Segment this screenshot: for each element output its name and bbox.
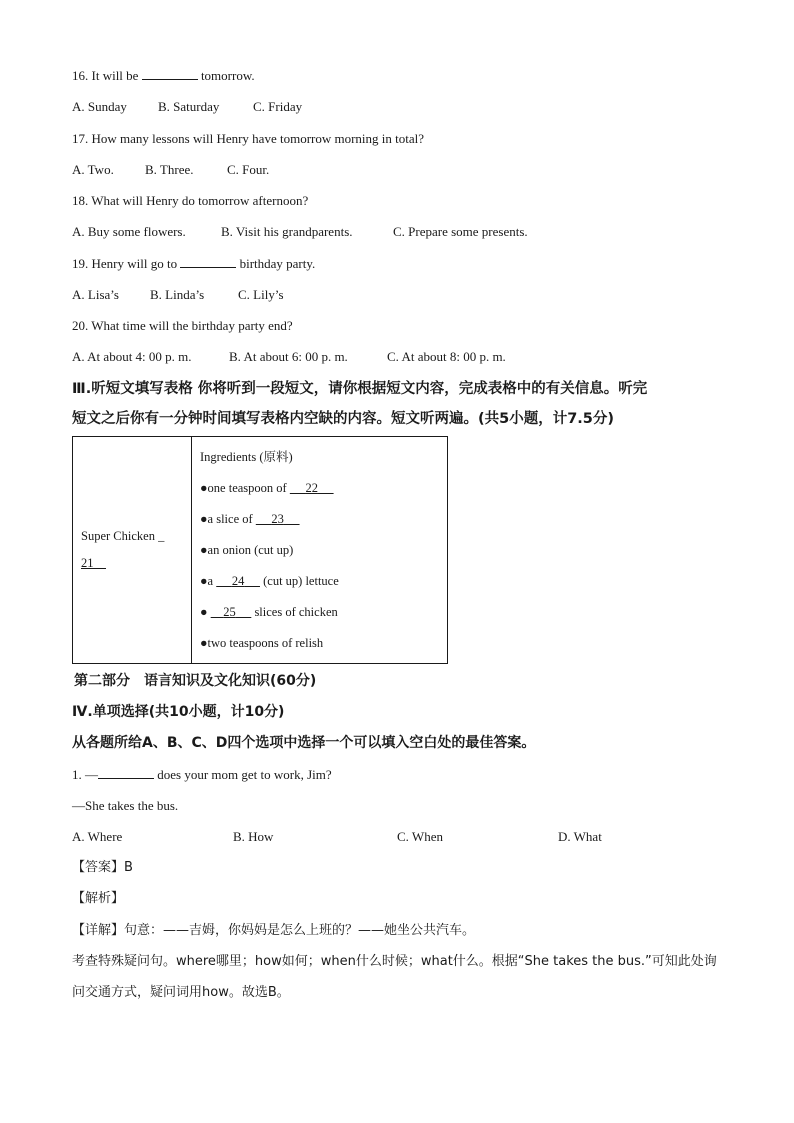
option-b: B. Three.: [145, 162, 194, 177]
blank-21: 21: [81, 556, 94, 570]
section-3-heading-line1: Ⅲ.听短文填写表格 你将听到一段短文，请你根据短文内容，完成表格中的有关信息。听完: [72, 381, 648, 397]
answer-blank: [142, 67, 198, 80]
dish-name-cell: Super Chicken _ 21: [73, 437, 192, 664]
option-d: D. What: [558, 829, 602, 844]
question-17-stem: 17. How many lessons will Henry have tomorrow morning in total?: [72, 131, 425, 146]
ingredient-row: ●two teaspoons of relish: [200, 635, 324, 650]
question-16-options: [72, 98, 302, 116]
option-b: B. Visit his grandparents.: [221, 224, 353, 239]
question-17-options: [72, 161, 269, 179]
option-c: C. At about 8: 00 p. m.: [387, 349, 506, 364]
blank-24: 24: [231, 573, 245, 588]
part-2-title: 第二部分 语言知识及文化知识(60分): [74, 673, 317, 689]
option-c: C. When: [397, 829, 443, 844]
option-c: C. Four.: [227, 162, 270, 177]
section-4-instruction: 从各题所给A、B、C、D四个选项中选择一个可以填入空白处的最佳答案。: [72, 735, 536, 751]
blank-23: 23: [271, 511, 284, 526]
ingredient-row: ●a slice of 23: [200, 504, 447, 535]
answer-blank: [98, 766, 154, 779]
question-19-options: [72, 286, 284, 304]
option-c: C. Friday: [253, 99, 303, 114]
ingredient-row: ●an onion (cut up): [200, 542, 294, 557]
detail-text: 【详解】句意：——吉姆，你妈妈是怎么上班的？——她坐公共汽车。: [72, 923, 476, 938]
question-1-options: [72, 828, 602, 846]
section-4-heading: Ⅳ.单项选择(共10小题，计10分): [72, 704, 285, 720]
question-16-stem: 16. It will be tomorrow.: [72, 68, 255, 83]
question-1-reply: —She takes the bus.: [72, 798, 179, 813]
recipe-table: [72, 436, 448, 664]
blank-22: 22: [305, 480, 318, 495]
option-a: A. Where: [72, 829, 123, 844]
option-a: A. Sunday: [72, 99, 127, 114]
option-a: A. At about 4: 00 p. m.: [72, 349, 192, 364]
ingredient-row: ● 25 slices of chicken: [200, 604, 338, 619]
answer-label: 【答案】B: [72, 860, 133, 875]
analysis-label: 【解析】: [72, 891, 125, 906]
ingredient-row: ●one teaspoon of 22: [200, 473, 447, 504]
question-18-options: [72, 223, 528, 241]
explanation-line-2: 问交通方式，疑问词用how。故选B。: [72, 985, 290, 1000]
question-18-stem: 18. What will Henry do tomorrow afternoon?: [72, 193, 309, 208]
explanation-line-1: 考查特殊疑问句。where哪里；how如何；when什么时候；what什么。根据“She takes the bus.”可知此处询: [72, 954, 717, 969]
question-19-stem: 19. Henry will go to birthday party.: [72, 256, 316, 271]
question-1-stem: 1. — does your mom get to work, Jim?: [72, 767, 332, 782]
question-20-stem: 20. What time will the birthday party end?: [72, 318, 293, 333]
question-20-options: [72, 348, 506, 366]
option-b: B. Linda’s: [150, 287, 205, 302]
option-b: B. At about 6: 00 p. m.: [229, 349, 348, 364]
ingredients-cell: [192, 437, 448, 664]
answer-blank: [180, 255, 236, 268]
option-b: B. Saturday: [158, 99, 220, 114]
section-3-heading-line2: 短文之后你有一分钟时间填写表格内空缺的内容。短文听两遍。(共5小题，计7.5分): [72, 411, 615, 427]
blank-25: 25: [223, 604, 236, 619]
option-a: A. Lisa’s: [72, 287, 119, 302]
option-b: B. How: [233, 829, 274, 844]
ingredient-row: ●a 24 (cut up) lettuce: [200, 573, 339, 588]
option-a: A. Two.: [72, 162, 114, 177]
option-c: C. Prepare some presents.: [393, 224, 528, 239]
option-c: C. Lily’s: [238, 287, 284, 302]
option-a: A. Buy some flowers.: [72, 224, 186, 239]
ingredients-title: Ingredients (原料): [200, 449, 293, 464]
